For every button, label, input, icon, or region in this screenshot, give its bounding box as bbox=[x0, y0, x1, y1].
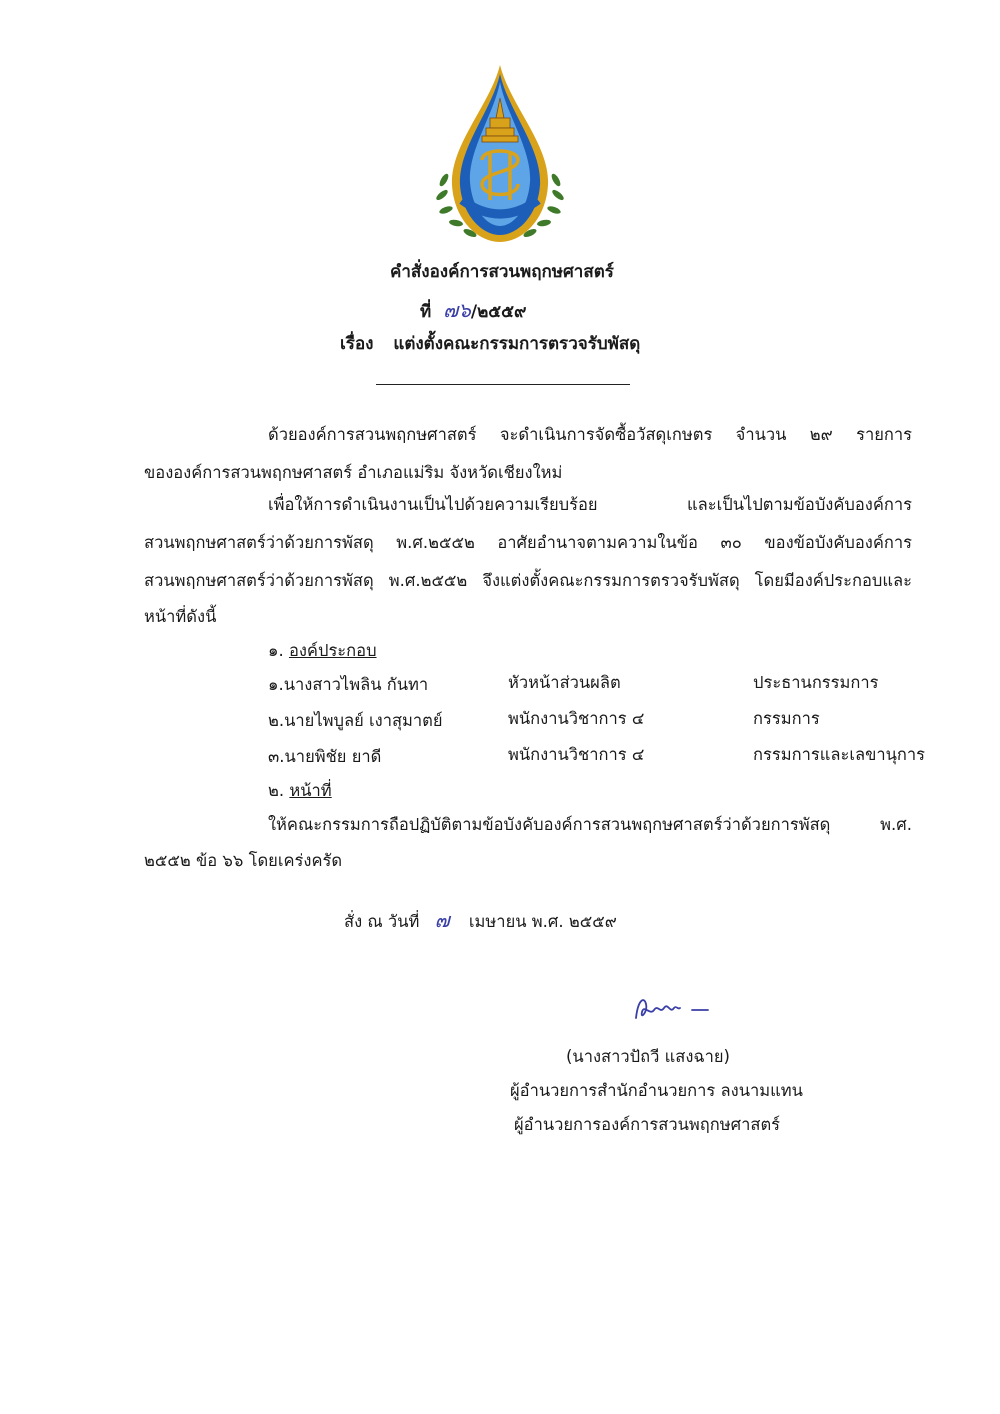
signatory-title-2: ผู้อำนวยการองค์การสวนพฤกษศาสตร์ bbox=[514, 1115, 781, 1134]
duty-line-2: ๒๕๕๒ ข้อ ๖๖ โดยเคร่งครัด bbox=[144, 851, 343, 870]
paragraph-1-line-2: ขององค์การสวนพฤกษศาสตร์ อำเภอแม่ริม จังหวัดเชียงใหม่ bbox=[144, 463, 563, 482]
order-subject bbox=[340, 330, 640, 357]
subject-text: แต่งตั้งคณะกรรมการตรวจรับพัสดุ bbox=[393, 334, 641, 354]
order-date-prefix: สั่ง ณ วันที่ bbox=[344, 912, 420, 931]
signatory-name: (นางสาวปัถวี แสงฉาย) bbox=[566, 1047, 730, 1066]
paragraph-2-line-2: สวนพฤกษศาสตร์ว่าด้วยการพัสดุ พ.ศ.๒๕๕๒ อาศัยอำนาจตามความในข้อ ๓๐ ของข้อบังคับองค์การ bbox=[144, 533, 912, 552]
section-2-heading bbox=[268, 778, 332, 804]
order-date-day-handwritten: ๗ bbox=[434, 908, 450, 932]
order-date-suffix: เมษายน พ.ศ. ๒๕๕๙ bbox=[468, 912, 617, 931]
duty-line-1: ให้คณะกรรมการถือปฏิบัติตามข้อบังคับองค์การสวนพฤกษศาสตร์ว่าด้วยการพัสดุ พ.ศ. bbox=[268, 815, 912, 834]
member-3-role: กรรมการและเลขานุการ bbox=[753, 745, 926, 764]
order-number-suffix: /๒๕๕๙ bbox=[470, 302, 527, 322]
section-1-number: ๑. bbox=[268, 641, 284, 660]
subject-label: เรื่อง bbox=[340, 334, 374, 354]
section-2-number: ๒. bbox=[268, 781, 285, 800]
organization-emblem-logo bbox=[430, 60, 570, 260]
order-title: คำสั่งองค์การสวนพฤกษศาสตร์ bbox=[390, 262, 614, 282]
paragraph-2-line-3: สวนพฤกษศาสตร์ว่าด้วยการพัสดุ พ.ศ.๒๕๕๒ จึงแต่งตั้งคณะกรรมการตรวจรับพัสดุ โดยมีองค์ประกอบและ bbox=[144, 571, 912, 590]
section-2-title: หน้าที่ bbox=[289, 781, 332, 800]
section-1-heading bbox=[268, 638, 377, 664]
paragraph-2-line-1: เพื่อให้การดำเนินงานเป็นไปด้วยความเรียบร้อย และเป็นไปตามข้อบังคับองค์การ bbox=[268, 495, 912, 514]
paragraph-1-line-1: ด้วยองค์การสวนพฤกษศาสตร์ จะดำเนินการจัดซื้อวัสดุเกษตร จำนวน ๒๙ รายการ bbox=[268, 425, 912, 444]
member-1-role: ประธานกรรมการ bbox=[753, 673, 879, 692]
member-2-name: ๒.นายไพบูลย์ เงาสุมาตย์ bbox=[268, 711, 443, 730]
title-divider bbox=[376, 384, 630, 385]
member-1-name: ๑.นางสาวไพลิน กันทา bbox=[268, 675, 429, 694]
signatory-title-1: ผู้อำนวยการสำนักอำนวยการ ลงนามแทน bbox=[510, 1081, 803, 1100]
section-1-title: องค์ประกอบ bbox=[288, 641, 377, 660]
order-number bbox=[420, 294, 526, 326]
member-2-position: พนักงานวิชาการ ๔ bbox=[508, 709, 645, 728]
order-number-handwritten: ๗๖ bbox=[443, 298, 471, 322]
order-number-prefix: ที่ bbox=[420, 302, 432, 322]
member-3-position: พนักงานวิชาการ ๔ bbox=[508, 745, 645, 764]
member-3-name: ๓.นายพิชัย ยาดี bbox=[268, 747, 382, 766]
handwritten-signature-icon bbox=[630, 990, 720, 1030]
order-date bbox=[344, 904, 617, 936]
member-2-role: กรรมการ bbox=[753, 709, 820, 728]
paragraph-2-line-4: หน้าที่ดังนี้ bbox=[144, 607, 217, 626]
member-1-position: หัวหน้าส่วนผลิต bbox=[508, 673, 621, 692]
